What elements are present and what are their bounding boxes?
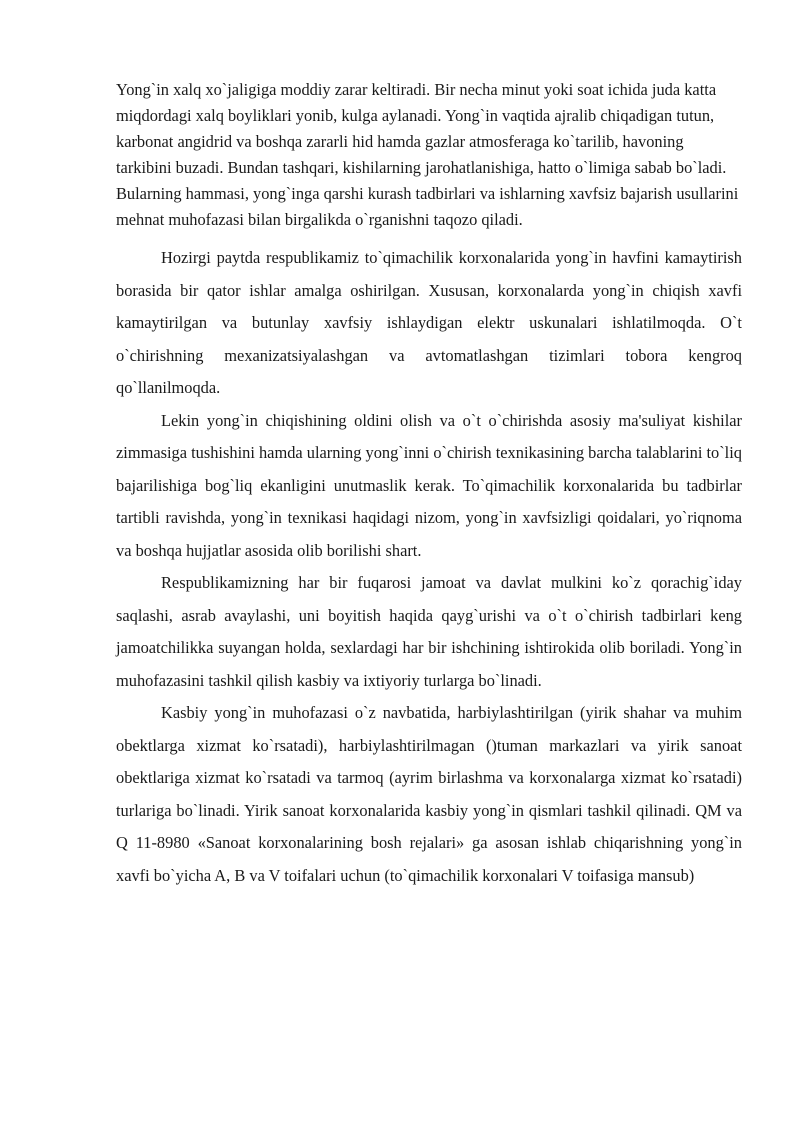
- paragraph-fire-risk-reduction: Hozirgi paytda respublikamiz to`qimachilik korxonalarida yong`in havfini kamaytirish borasida bir qator ishlar amalga oshirilgan. Xususan, korxonalarda yong`in chiqish xavfi kamaytirilgan va butunlay xavfsiy ishlaydigan elektr uskunalari ishlatilmoqda. O`t o`chirishning mexanizatsiyalashgan va avtomatlashgan tizimlari tobora kengroq qo`llanilmoqda.: [116, 248, 742, 397]
- paragraph-citizens-duty: Respublikamizning har bir fuqarosi jamoat va davlat mulkini ko`z qorachig`iday saqlashi, asrab avaylashi, uni boyitish haqida qayg`urishi va o`t o`chirish tadbirlari keng jamoatchilikka suyangan holda, sexlardagi har bir ishchining ishtirokida olib boriladi. Yong`in muhofazasini tashkil qilish kasbiy va ixtiyoriy turlarga bo`linadi.: [116, 573, 742, 690]
- paragraph-professional-fire-service: Kasbiy yong`in muhofazasi o`z navbatida, harbiylashtirilgan (yirik shahar va muhim obektlarga xizmat ko`rsatadi), harbiylashtirilmagan ()tuman markazlari va yirik sanoat obektlariga xizmat ko`rsatadi va tarmoq (ayrim birlashma va korxonalarga xizmat ko`rsatadi) turlariga bo`linadi. Yirik sanoat korxonalarida kasbiy yong`in qismlari tashkil qilinadi. QM va Q 11-8980 «Sanoat korxonalarining bosh rejalari» ga asosan ishlab chiqarishning yong`in xavfi bo`yicha A, B va V toifalari uchun (to`qimachilik korxonalari V toifasiga mansub): [116, 703, 742, 885]
- paragraph-responsibility: Lekin yong`in chiqishining oldini olish va o`t o`chirishda asosiy ma'suliyat kishilar zimmasiga tushishini hamda ularning yong`inni o`chirish texnikasining barcha talablarini to`liq bajarilishiga bog`liq ekanligini unutmaslik kerak. To`qimachilik korxonalarida bu tadbirlar tartibli ravishda, yong`in texnikasi haqidagi nizom, yong`in xavfsizligi qoidalari, yo`riqnoma va boshqa hujjatlar asosida olib borilishi shart.: [116, 410, 742, 560]
- document-body: [116, 77, 742, 892]
- intro-paragraph: Yong`in xalq xo`jaligiga moddiy zarar keltiradi. Bir necha minut yoki soat ichida juda katta miqdordagi xalq boyliklari yonib, kulga aylanadi. Yong`in vaqtida ajralib chiqadigan tutun, karbonat angidrid va boshqa zararli hid hamda gazlar atmosferaga ko`tarilib, havoning tarkibini buzadi. Bundan tashqari, kishilarning jarohatlanishiga, hatto o`limiga sabab bo`ladi. Bularning hammasi, yong`inga qarshi kurash tadbirlari va ishlarning xavfsiz bajarish usullarini mehnat muhofazasi bilan birgalikda o`rganishni taqozo qiladi.: [116, 80, 739, 229]
